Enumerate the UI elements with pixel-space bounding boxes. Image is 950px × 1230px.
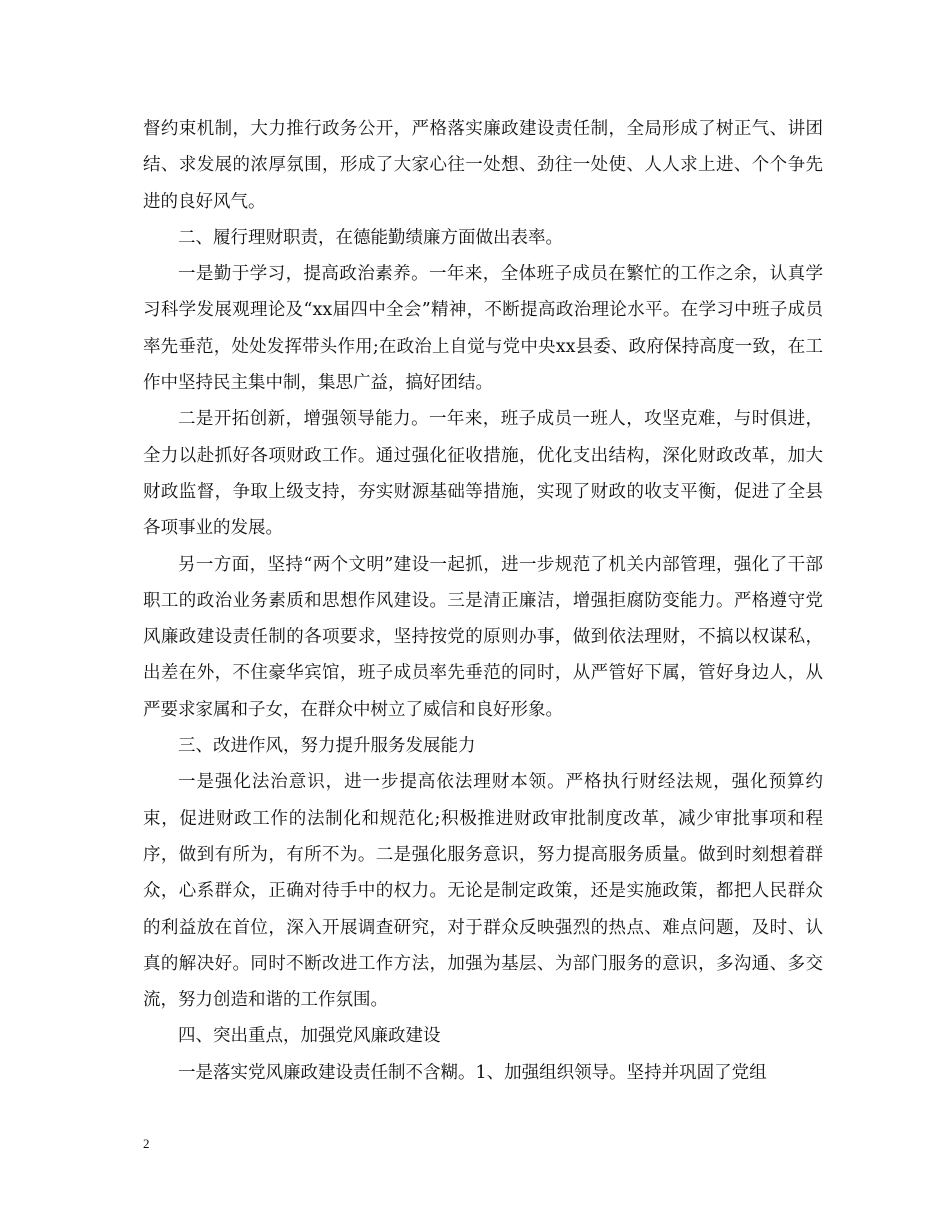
paragraph-4: 二是开拓创新，增强领导能力。一年来，班子成员一班人，攻坚克难，与时俱进，全力以赴抓好各项财政工作。通过强化征收措施，优化支出结构，深化财政改革，加大财政监督，争取上级支持，夯实财源基础等措施，实现了财政的收支平衡，促进了全县各项事业的发展。 [143, 409, 823, 539]
section-heading-2: 二、履行理财职责，在德能勤绩廉方面做出表率。 [178, 227, 563, 248]
document-body [143, 111, 823, 1091]
paragraph-1: 督约束机制，大力推行政务公开，严格落实廉政建设责任制，全局形成了树正气、讲团结、求发展的浓厚氛围，形成了大家心往一处想、劲往一处使、人人求上进、个个争先进的良好风气。 [143, 119, 823, 212]
paragraph-5: 另一方面，坚持“两个文明”建设一起抓，进一步规范了机关内部管理，强化了干部职工的政治业务素质和思想作风建设。三是清正廉洁，增强拒腐防变能力。严格遵守党风廉政建设责任制的各项要求，坚持按党的原则办事，做到依法理财，不搞以权谋私，出差在外，不住豪华宾馆，班子成员率先垂范的同时，从严管好下属，管好身边人，从严要求家属和子女，在群众中树立了威信和良好形象。 [143, 554, 823, 720]
page-number: 2 [143, 1136, 150, 1151]
paragraph-9: 一是落实党风廉政建设责任制不含糊。1、加强组织领导。坚持并巩固了党组 [178, 1062, 767, 1083]
paragraph-3: 一是勤于学习，提高政治素养。一年来，全体班子成员在繁忙的工作之余，认真学习科学发展观理论及“xx届四中全会”精神，不断提高政治理论水平。在学习中班子成员率先垂范，处处发挥带头作用;在政治上自觉与党中央xx县委、政府保持高度一致，在工作中坚持民主集中制，集思广益，搞好团结。 [143, 264, 823, 394]
section-heading-4: 四、突出重点，加强党风廉政建设 [178, 1026, 441, 1047]
paragraph-7: 一是强化法治意识，进一步提高依法理财本领。严格执行财经法规，强化预算约束，促进财政工作的法制化和规范化;积极推进财政审批制度改革，减少审批事项和程序，做到有所为，有所不为。二是强化服务意识，努力提高服务质量。做到时刻想着群众，心系群众，正确对待手中的权力。无论是制定政策，还是实施政策，都把人民群众的利益放在首位，深入开展调查研究，对于群众反映强烈的热点、难点问题，及时、认真的解决好。同时不断改进工作方法，加强为基层、为部门服务的意识，多沟通、多交流，努力创造和谐的工作氛围。 [143, 772, 823, 1011]
section-heading-3: 三、改进作风，努力提升服务发展能力 [178, 736, 476, 757]
